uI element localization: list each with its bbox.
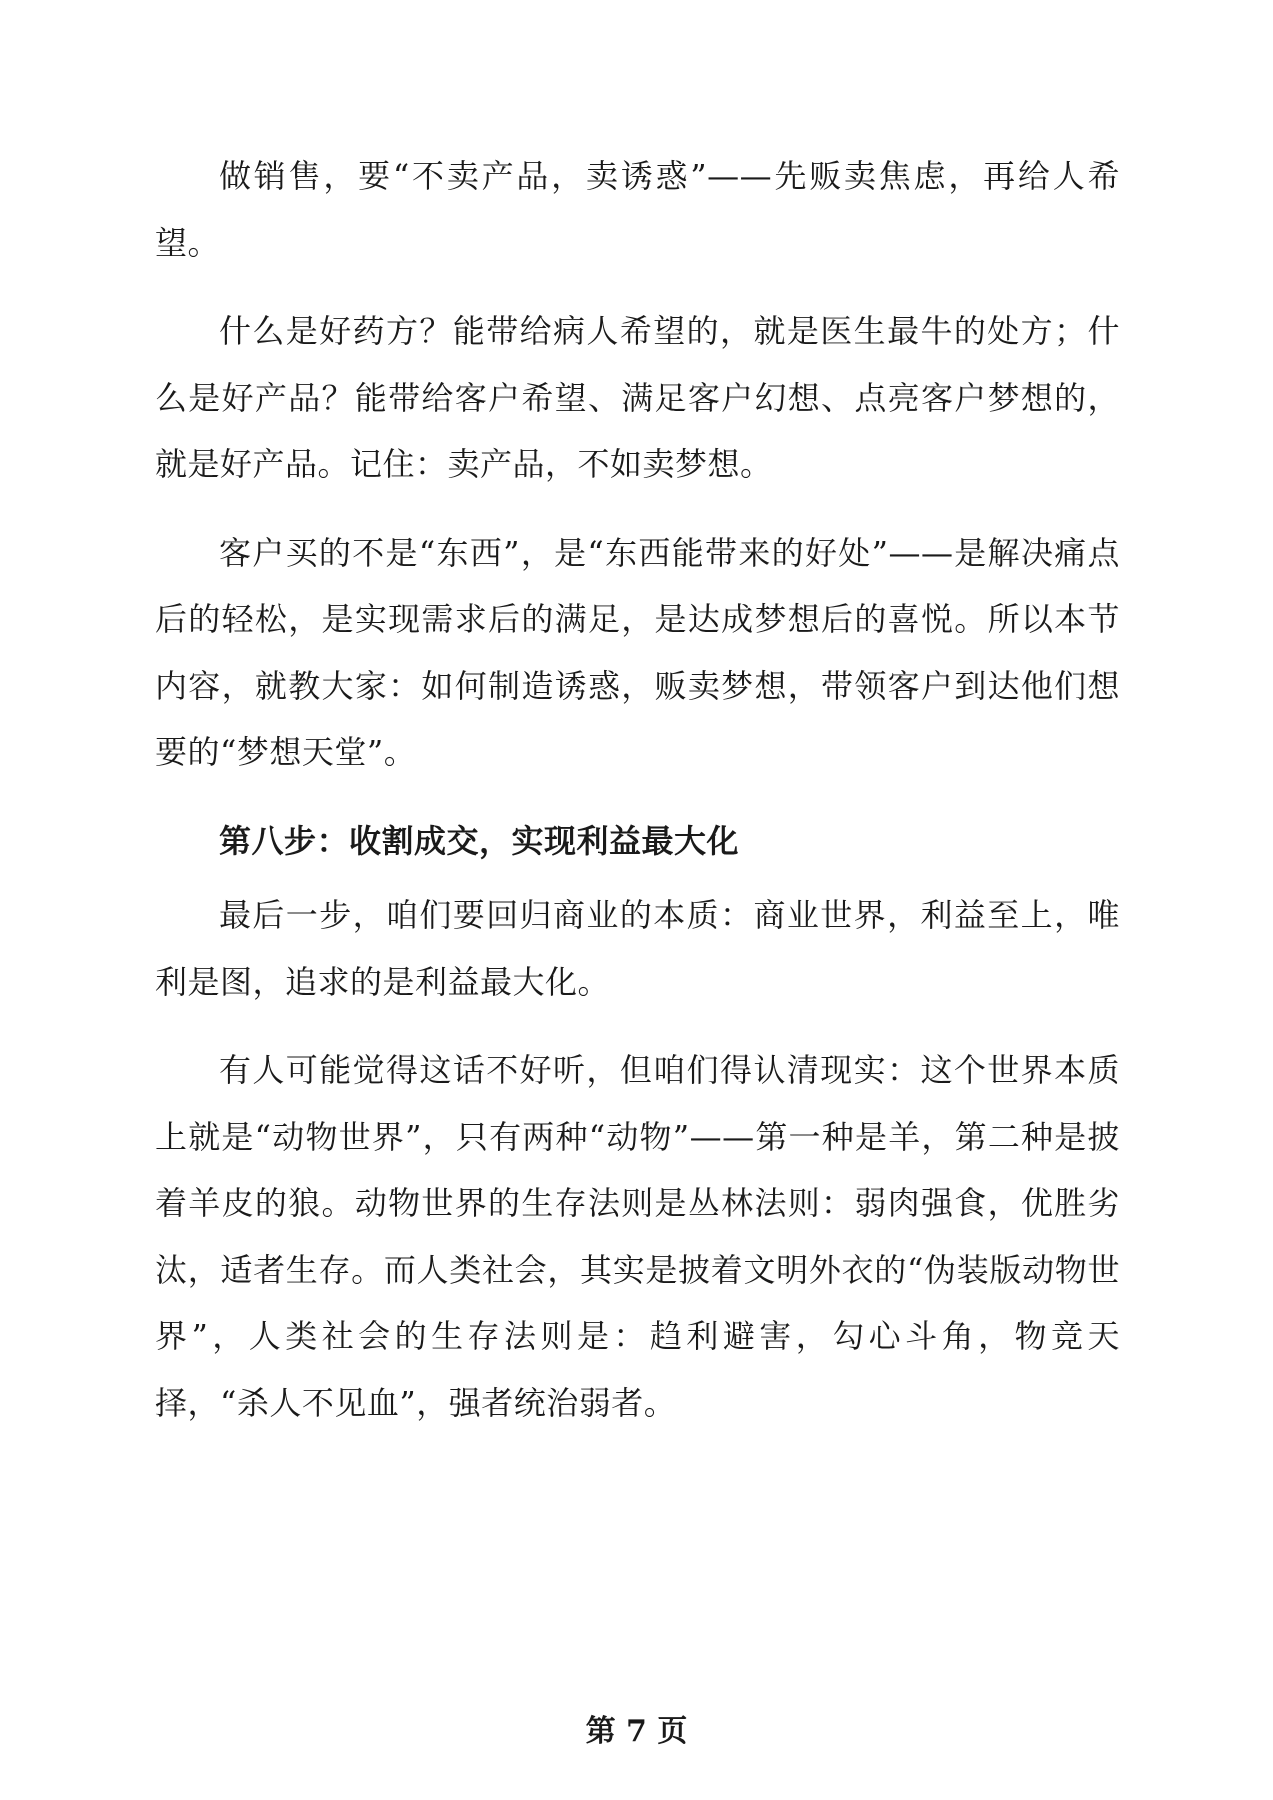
paragraph-2: 什么是好药方？能带给病人希望的，就是医生最牛的处方；什么是好产品？能带给客户希望、满足客户幻想、点亮客户梦想的，就是好产品。记住：卖产品，不如卖梦想。 [155, 312, 1120, 483]
paragraph-4: 最后一步，咱们要回归商业的本质：商业世界，利益至上，唯利是图，追求的是利益最大化。 [155, 896, 1120, 1001]
paragraph-3: 客户买的不是“东西”，是“东西能带来的好处”——是解决痛点后的轻松，是实现需求后的满足，是达成梦想后的喜悦。所以本节内容，就教大家：如何制造诱惑，贩卖梦想，带领客户到达他们想要的“梦想天堂”。 [155, 533, 1120, 771]
paragraph-1: 做销售，要“不卖产品，卖诱惑”——先贩卖焦虑，再给人希望。 [155, 157, 1120, 262]
page-number: 第 7 页 [585, 1714, 688, 1749]
document-body [155, 143, 1120, 1458]
paragraph-5: 有人可能觉得这话不好听，但咱们得认清现实：这个世界本质上就是“动物世界”，只有两种“动物”——第一种是羊，第二种是披着羊皮的狼。动物世界的生存法则是丛林法则：弱肉强食，优胜劣汰，适者生存。而人类社会，其实是披着文明外衣的“伪装版动物世界”，人类社会的生存法则是：趋利避害，勾心斗角，物竞天择，“杀人不见血”，强者统治弱者。 [155, 1051, 1120, 1422]
section-heading: 第八步：收割成交，实现利益最大化 [219, 821, 740, 860]
